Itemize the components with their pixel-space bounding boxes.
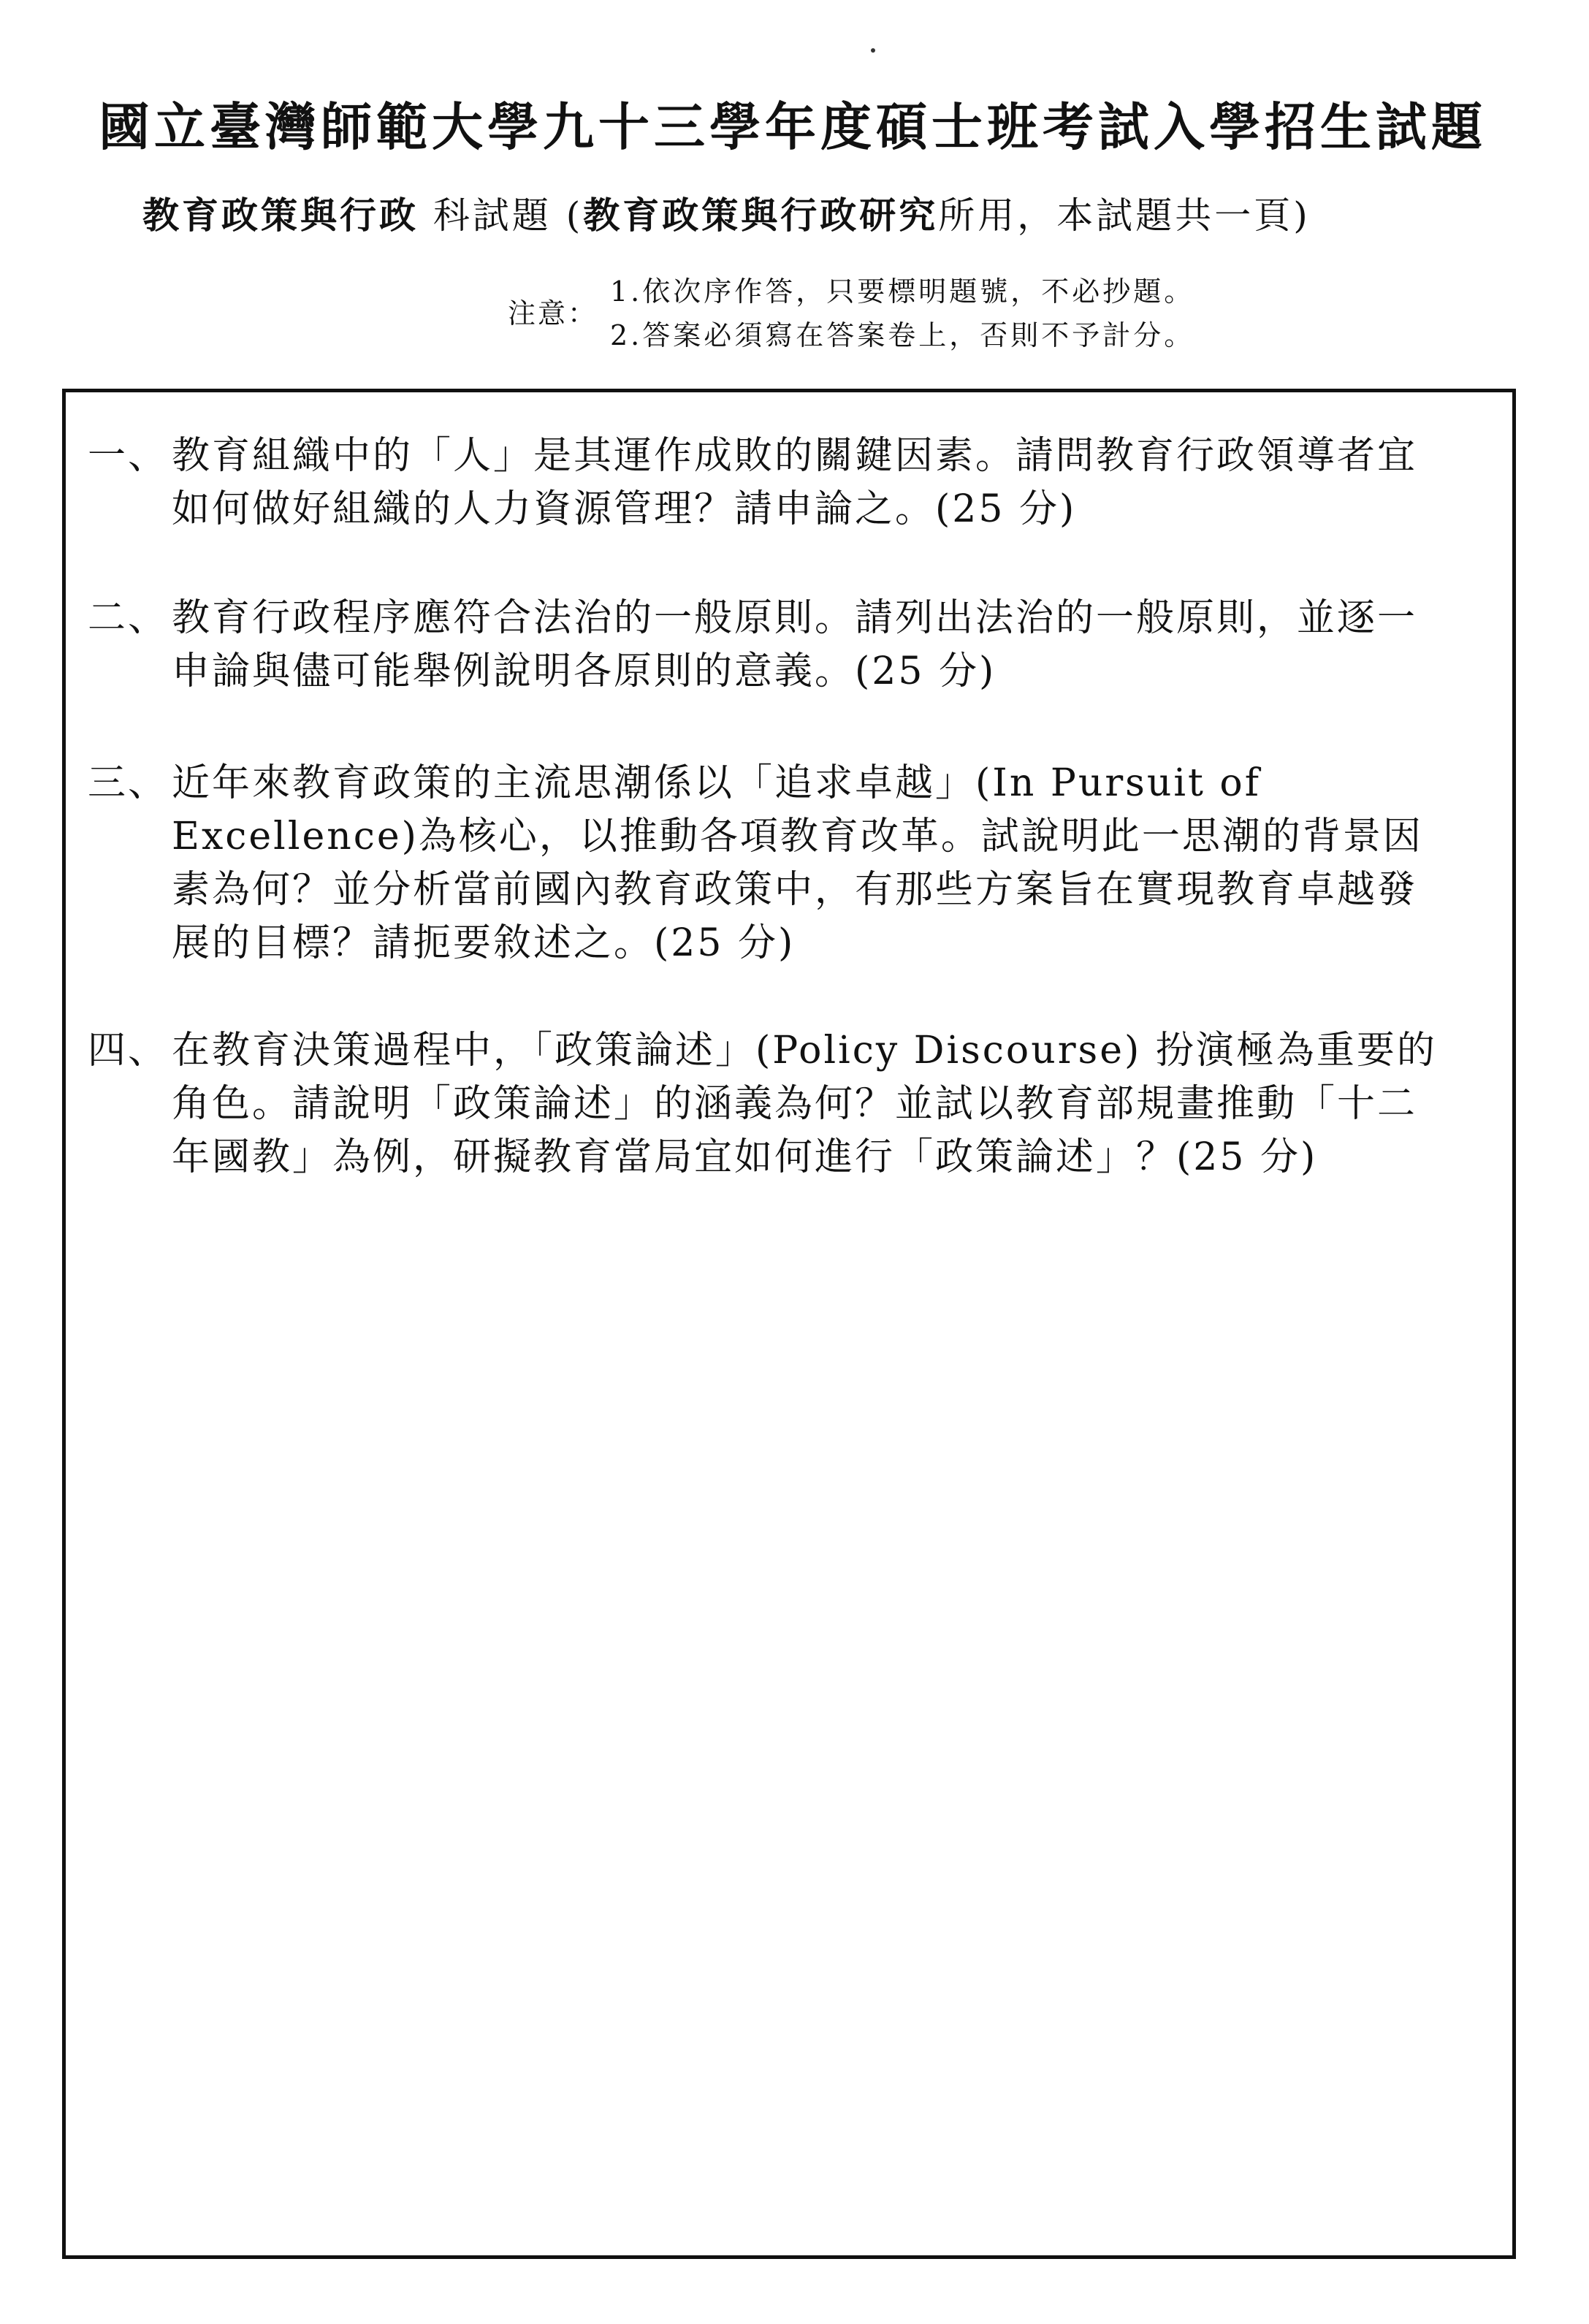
subject-suffix: 科試題 ( bbox=[419, 194, 584, 237]
notice-label: 注意： bbox=[508, 297, 598, 329]
question-number: 一、 bbox=[88, 434, 169, 478]
scan-speck bbox=[871, 48, 875, 53]
question-line: Excellence)為核心，以推動各項教育改革。試說明此一思潮的背景因 bbox=[172, 815, 1423, 858]
exam-subtitle bbox=[142, 186, 1311, 239]
notice-item: 2.答案必須寫在答案卷上，否則不予計分。 bbox=[610, 319, 1195, 351]
institute-name: 教育政策與行政研究 bbox=[583, 194, 939, 237]
question-line: 展的目標？請扼要敘述之。(25 分) bbox=[172, 921, 796, 965]
question-line: 教育行政程序應符合法治的一般原則。請列出法治的一般原則，並逐一 bbox=[172, 596, 1418, 640]
question-number: 二、 bbox=[88, 596, 169, 640]
question-line: 教育組織中的「人」是其運作成敗的關鍵因素。請問教育行政領導者宜 bbox=[172, 434, 1418, 478]
question-number: 四、 bbox=[88, 1029, 169, 1073]
question-line: 角色。請說明「政策論述」的涵義為何？並試以教育部規畫推動「十二 bbox=[172, 1082, 1418, 1126]
question-line: 年國教」為例，研擬教育當局宜如何進行「政策論述」？(25 分) bbox=[172, 1135, 1318, 1179]
question-line: 近年來教育政策的主流思潮係以「追求卓越」(In Pursuit of bbox=[172, 761, 1261, 805]
institute-suffix: 所用，本試題共一頁) bbox=[938, 194, 1311, 237]
question-body bbox=[172, 1024, 1437, 1184]
question-body bbox=[172, 592, 1417, 698]
question-number: 三、 bbox=[88, 761, 169, 805]
question-body bbox=[172, 757, 1423, 970]
subject-name: 教育政策與行政 bbox=[142, 194, 419, 237]
page-title: 國立臺灣師範大學九十三學年度碩士班考試入學招生試題 bbox=[99, 96, 1487, 157]
question-body bbox=[172, 430, 1417, 536]
question-line: 如何做好組織的人力資源管理？請申論之。(25 分) bbox=[172, 487, 1077, 531]
question-line: 在教育決策過程中，「政策論述」(Policy Discourse) 扮演極為重要的 bbox=[172, 1029, 1437, 1073]
question-line: 素為何？並分析當前國內教育政策中，有那些方案旨在實現教育卓越發 bbox=[172, 868, 1418, 912]
question-line: 申論與儘可能舉例說明各原則的意義。(25 分) bbox=[172, 649, 997, 693]
notice-item: 1.依次序作答，只要標明題號，不必抄題。 bbox=[610, 275, 1195, 308]
